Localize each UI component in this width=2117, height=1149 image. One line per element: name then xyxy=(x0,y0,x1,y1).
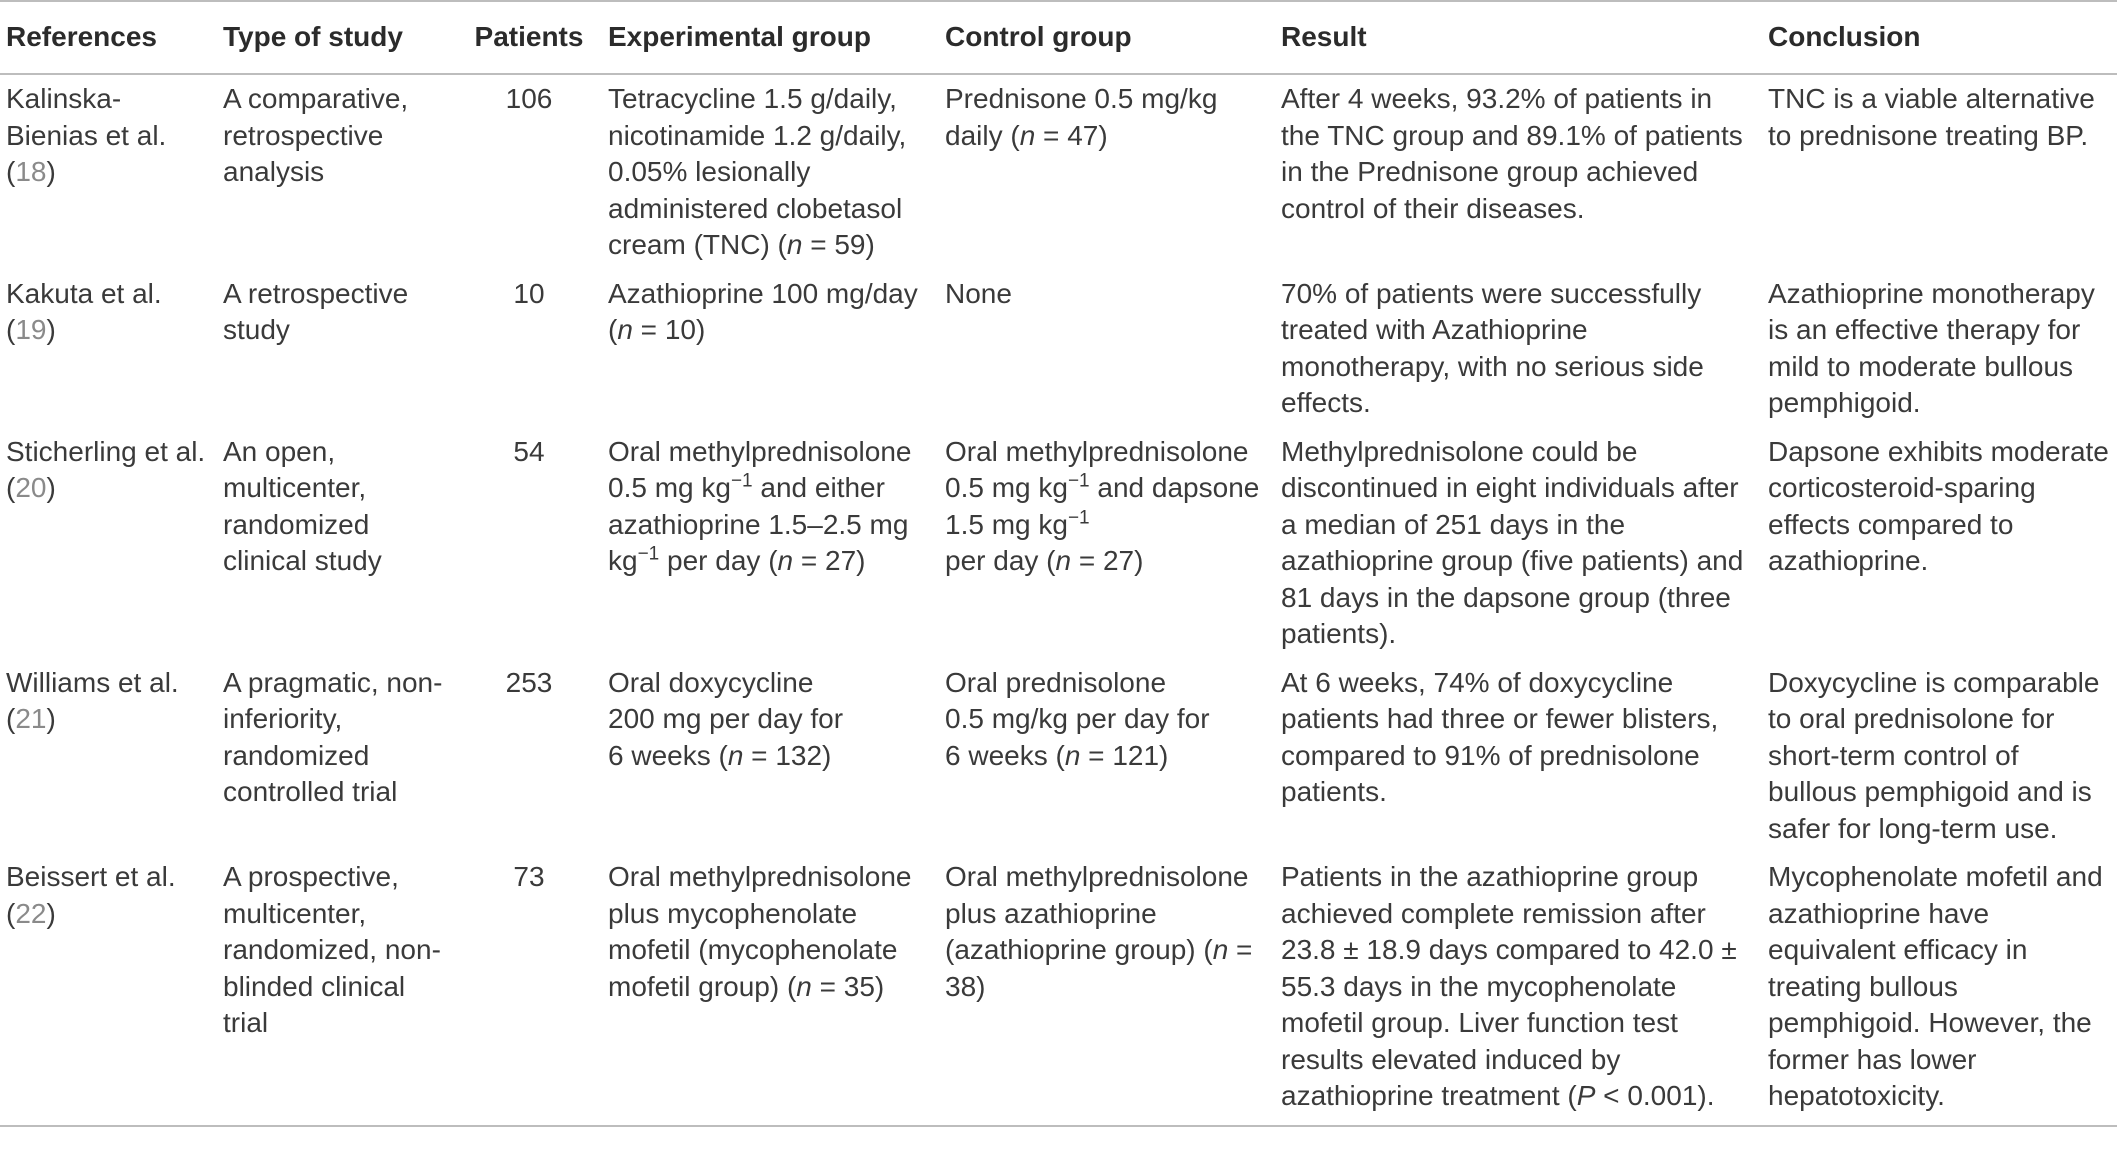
cell-type-of-study: A retrospective study xyxy=(223,277,409,345)
control-text: Oral methylprednisolone plus azathioprine (azathioprine group) ( xyxy=(945,861,1249,965)
control-text: and dapsone 1.5 mg kg xyxy=(945,472,1260,540)
exponent: −1 xyxy=(730,470,753,492)
n-symbol: n xyxy=(727,739,744,771)
cell-reference: Beissert et al. (22) xyxy=(6,861,176,929)
reference-number-link[interactable]: 20 xyxy=(15,472,47,503)
cell-experimental-group xyxy=(602,659,939,854)
header-result: Result xyxy=(1281,21,1367,53)
cell-result: At 6 weeks, 74% of doxycycline patients had three or fewer blisters, compared to 91% of prednisolone patients. xyxy=(1281,666,1719,807)
control-text: Oral methylprednisolone 0.5 mg kg xyxy=(945,435,1249,503)
exponent: −1 xyxy=(637,543,660,565)
n-symbol: n xyxy=(777,545,794,576)
control-count: = 27) xyxy=(1071,545,1144,576)
cell-result: Methylprednisolone could be discontinued in eight individuals after a median of 251 days in the azathioprine group (five patients) and 81 days in the dapsone group (three patients). xyxy=(1281,435,1744,649)
experimental-text: Azathioprine 100 mg/day ( xyxy=(608,277,918,345)
exponent: −1 xyxy=(1067,507,1090,529)
cell-control-group: None xyxy=(945,277,1012,309)
cell-conclusion: Doxycycline is comparable to oral prednisolone for short-term control of bullous pemphigoid and is safer for long-term use. xyxy=(1768,666,2100,844)
cell-experimental-group xyxy=(602,428,939,659)
header-control-group: Control group xyxy=(945,21,1132,53)
reference-authors: Sticherling et al. xyxy=(6,435,206,467)
experimental-text: per day ( xyxy=(659,545,778,576)
header-type-of-study: Type of study xyxy=(223,21,403,53)
n-symbol: n xyxy=(786,229,803,260)
cell-patients: 73 xyxy=(513,861,545,892)
table-row xyxy=(0,270,2117,428)
reference-authors: Kakuta et al. xyxy=(6,277,162,309)
cell-reference: Williams et al. (21) xyxy=(6,666,179,734)
cell-result: After 4 weeks, 93.2% of patients in the TNC group and 89.1% of patients in the Prednisone group achieved control of their diseases. xyxy=(1281,83,1743,224)
cell-reference: Sticherling et al. (20) xyxy=(6,435,206,503)
result-text: < 0.001). xyxy=(1595,1080,1715,1111)
control-text: 0.5 mg/kg per day for xyxy=(945,703,1210,734)
header-references: References xyxy=(6,21,157,53)
cell-reference: Kakuta et al. (19) xyxy=(6,277,162,345)
cell-patients: 10 xyxy=(513,277,545,309)
cell-reference: Kalinska-Bienias et al. (18) xyxy=(6,83,167,187)
reference-number-link[interactable]: 21 xyxy=(15,703,47,734)
cell-result: 70% of patients were successfully treated with Azathioprine monotherapy, with no serious side effects. xyxy=(1281,277,1704,418)
cell-conclusion: Azathioprine monotherapy is an effective therapy for mild to moderate bullous pemphigoid. xyxy=(1768,277,2095,418)
cell-type-of-study: A pragmatic, non-inferiority, randomized controlled trial xyxy=(223,666,443,807)
control-count: = 47) xyxy=(1035,119,1108,151)
reference-number-link[interactable]: 19 xyxy=(15,314,47,345)
table-row xyxy=(0,428,2117,659)
cell-conclusion: Mycophenolate mofetil and azathioprine have equivalent efficacy in treating bullous pemphigoid. However, the former has lower hepatotoxicity. xyxy=(1768,861,2103,1111)
experimental-count: = 27) xyxy=(793,545,866,576)
experimental-text: 6 weeks ( xyxy=(608,739,728,771)
table-row xyxy=(0,853,2117,1126)
experimental-text: Oral doxycycline xyxy=(608,666,814,698)
experimental-count: = 10) xyxy=(632,314,706,345)
reference-number-link[interactable]: 18 xyxy=(15,156,47,187)
cell-conclusion: Dapsone exhibits moderate corticosteroid-sparing effects compared to azathioprine. xyxy=(1768,435,2109,576)
control-text: Oral prednisolone xyxy=(945,666,1167,698)
reference-authors: Kalinska-Bienias et al. xyxy=(6,83,167,151)
experimental-text: and either azathioprine 1.5–2.5 mg kg xyxy=(608,472,909,576)
cell-control-group xyxy=(939,74,1275,270)
cell-experimental-group xyxy=(602,74,939,270)
n-symbol: n xyxy=(1212,934,1229,965)
control-text: Prednisone 0.5 mg/kg daily ( xyxy=(945,83,1218,151)
cell-conclusion: TNC is a viable alternative to prednisone treating BP. xyxy=(1768,83,2095,151)
p-symbol: P xyxy=(1576,1080,1596,1111)
table-row xyxy=(0,659,2117,854)
control-text: 6 weeks ( xyxy=(945,739,1065,771)
table-body xyxy=(0,74,2117,1126)
cell-control-group xyxy=(939,659,1275,854)
experimental-text: Oral methylprednisolone 0.5 mg kg xyxy=(608,435,912,503)
cell-patients: 253 xyxy=(505,666,553,698)
experimental-count: = 59) xyxy=(802,229,875,260)
cell-patients: 54 xyxy=(513,435,545,467)
reference-authors: Williams et al. xyxy=(6,666,179,698)
cell-result xyxy=(1275,853,1762,1126)
n-symbol: n xyxy=(1019,119,1036,151)
table-row xyxy=(0,74,2117,270)
control-text: per day ( xyxy=(945,545,1056,576)
n-symbol: n xyxy=(1064,739,1081,771)
cell-type-of-study: A prospective, multicenter, randomized, non-blinded clinical trial xyxy=(223,861,441,1038)
n-symbol: n xyxy=(617,314,633,345)
control-count: = 121) xyxy=(1080,739,1169,771)
header-patients: Patients xyxy=(474,21,584,53)
experimental-text: Oral methylprednisolone plus mycophenolate mofetil (mycophenolate mofetil group) ( xyxy=(608,861,912,1002)
header-conclusion: Conclusion xyxy=(1768,21,1921,53)
cell-experimental-group xyxy=(602,853,939,1126)
n-symbol: n xyxy=(1055,545,1072,576)
header-experimental-group: Experimental group xyxy=(608,21,871,53)
experimental-count: = 35) xyxy=(811,970,885,1002)
cell-control-group xyxy=(939,428,1275,659)
n-symbol: n xyxy=(796,970,812,1002)
table-header xyxy=(0,1,2117,74)
cell-patients: 106 xyxy=(505,83,553,114)
control-count: = 38) xyxy=(945,934,1253,1002)
reference-authors: Beissert et al. xyxy=(6,861,176,892)
cell-type-of-study: A comparative, retrospective analysis xyxy=(223,83,409,187)
cell-experimental-group xyxy=(602,270,939,428)
cell-type-of-study: An open, multicenter, randomized clinical study xyxy=(223,435,382,576)
result-text: Patients in the azathioprine group achieved complete remission after 23.8 ± 18.9 days compared to 42.0 ± 55.3 days in the mycophenolate mofetil group. Liver function test results elevated induced by azathioprine treatment ( xyxy=(1281,861,1737,1111)
header-row xyxy=(0,1,2117,74)
experimental-count: = 132) xyxy=(743,739,832,771)
cell-control-group xyxy=(939,853,1275,1126)
experimental-text: 200 mg per day for xyxy=(608,703,844,734)
exponent: −1 xyxy=(1067,470,1090,492)
reference-number-link[interactable]: 22 xyxy=(15,897,47,929)
experimental-text: Tetracycline 1.5 g/daily, nicotinamide 1.2 g/daily, 0.05% lesionally administered clobetasol cream (TNC) ( xyxy=(608,83,907,260)
